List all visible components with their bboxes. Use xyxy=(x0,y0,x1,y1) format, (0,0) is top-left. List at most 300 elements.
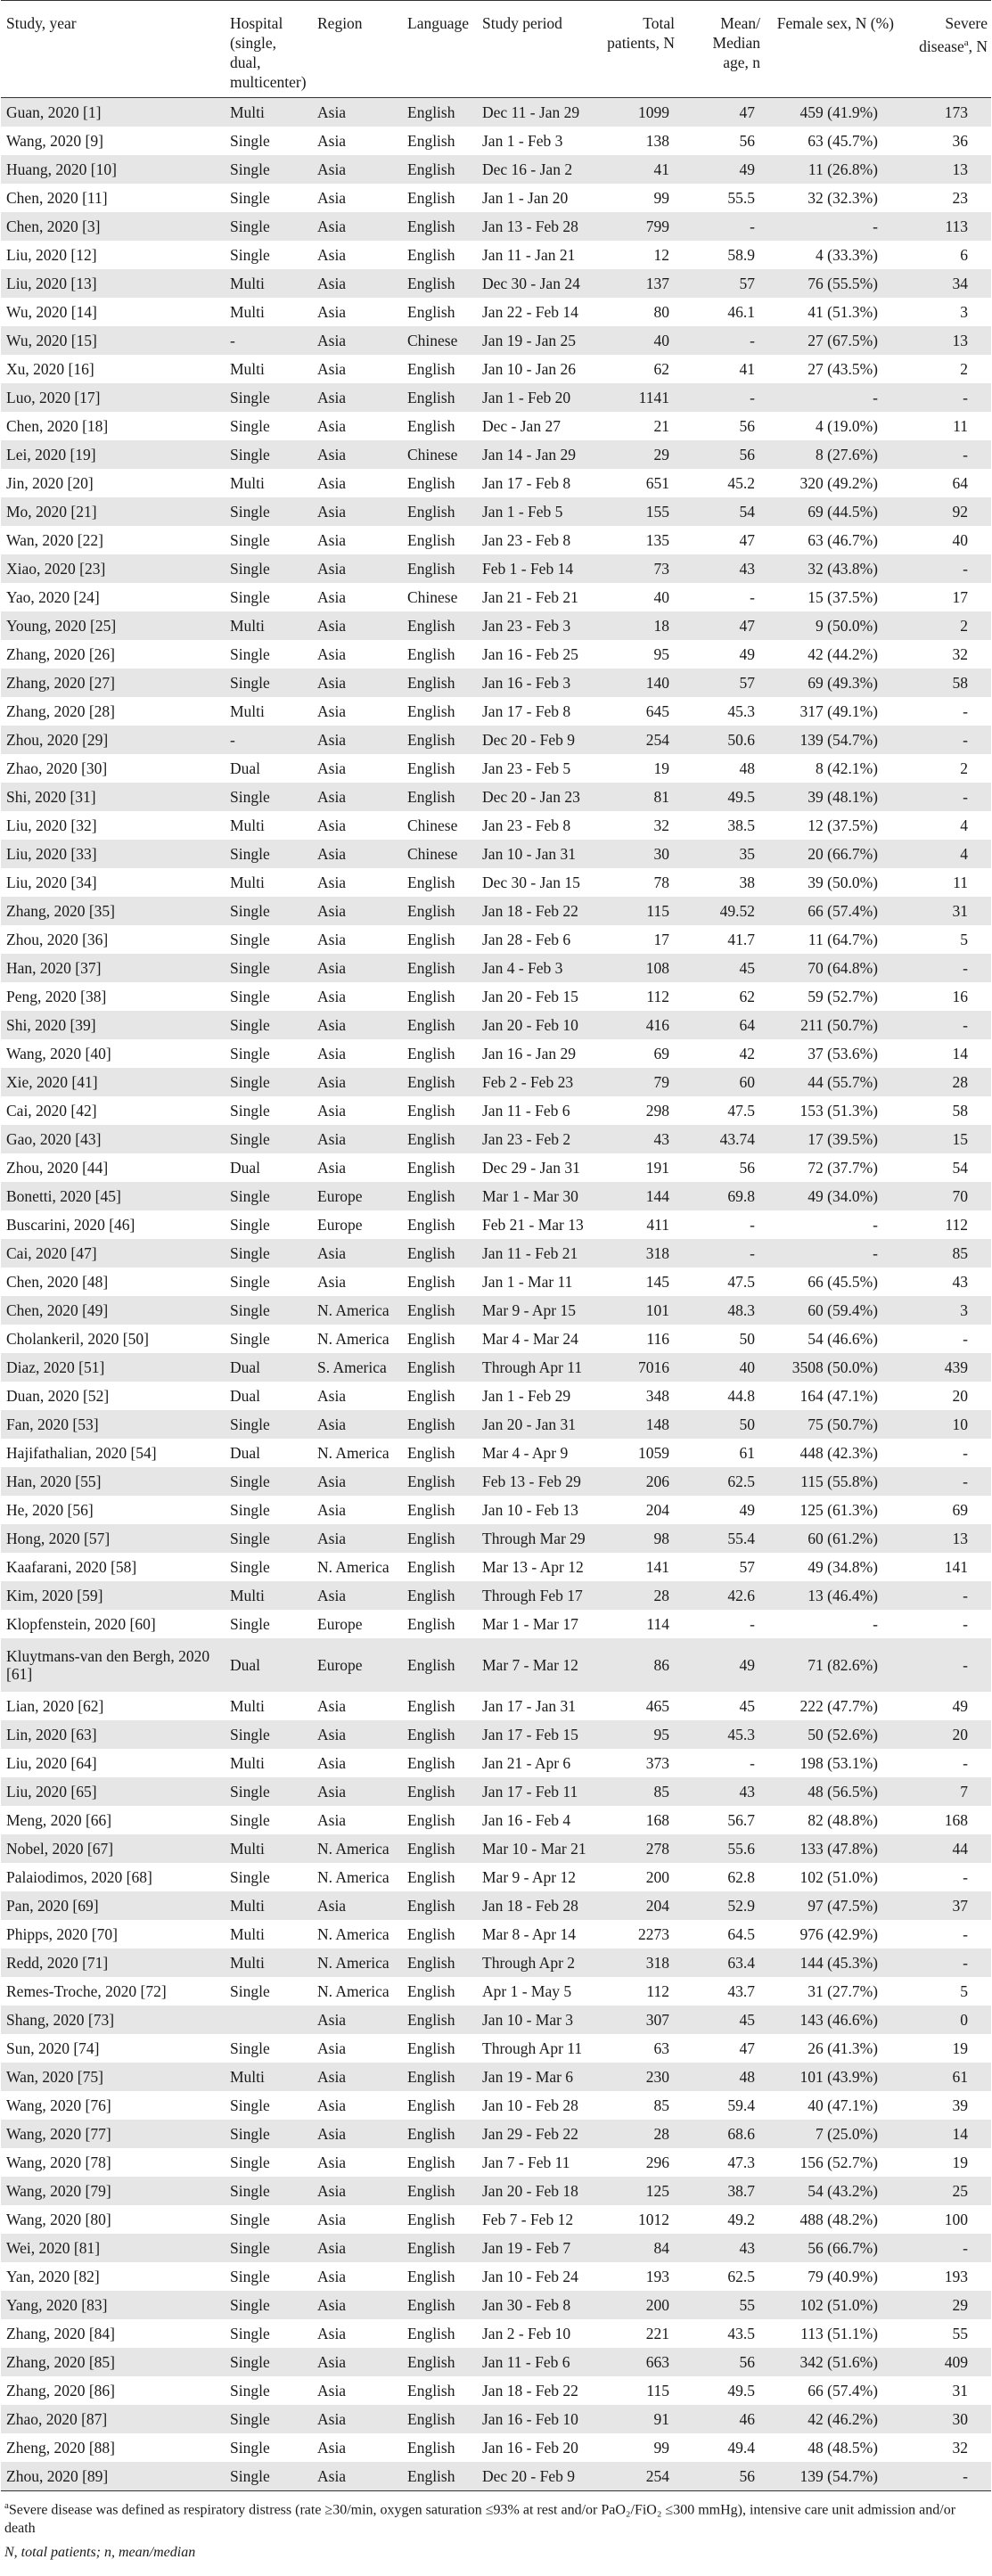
cell-period: Through Apr 2 xyxy=(477,1948,593,1977)
table-row xyxy=(1,2120,991,2148)
cell-severe: - xyxy=(898,1638,991,1692)
cell-total: 98 xyxy=(593,1524,678,1553)
table-row xyxy=(1,1948,991,1977)
cell-region: Asia xyxy=(312,2177,402,2205)
cell-severe: - xyxy=(898,954,991,982)
cell-hospital: Multi xyxy=(230,474,265,492)
cell-region: Asia xyxy=(317,645,347,663)
cell-study: Cai, 2020 [42] xyxy=(6,1102,97,1120)
cell-period: Dec 29 - Jan 31 xyxy=(482,1159,580,1177)
cell-severe: 36 xyxy=(952,132,968,150)
cell-study: Lin, 2020 [63] xyxy=(1,1720,225,1749)
cell-language: English xyxy=(407,1697,455,1715)
cell-study: Liu, 2020 [13] xyxy=(1,269,225,298)
cell-study: Wang, 2020 [80] xyxy=(6,2211,111,2228)
cell-female: 50 (52.6%) xyxy=(764,1720,898,1749)
cell-region: Asia xyxy=(312,440,402,469)
cell-total: 307 xyxy=(593,2006,678,2034)
cell-study: Chen, 2020 [3] xyxy=(1,212,225,241)
cell-female: 17 (39.5%) xyxy=(764,1125,898,1153)
cell-study: Zhao, 2020 [30] xyxy=(6,759,108,777)
cell-mean-median: 46 xyxy=(678,2405,764,2433)
table-row xyxy=(1,1977,991,2006)
cell-total: 7016 xyxy=(593,1353,678,1382)
cell-total: 78 xyxy=(653,874,669,891)
cell-language: English xyxy=(402,1410,477,1439)
cell-study: Buscarini, 2020 [46] xyxy=(6,1216,135,1234)
cell-total: 318 xyxy=(593,1239,678,1267)
cell-female: 48 (48.5%) xyxy=(808,2439,878,2457)
cell-mean-median: 56 xyxy=(678,440,764,469)
cell-total: 91 xyxy=(593,2405,678,2433)
cell-study: Zhang, 2020 [26] xyxy=(6,645,115,663)
table-row xyxy=(1,212,991,241)
cell-severe: 14 xyxy=(898,2120,991,2148)
cell-total: 155 xyxy=(593,497,678,526)
cell-total: 125 xyxy=(593,2177,678,2205)
cell-hospital: Single xyxy=(230,531,270,549)
table-row xyxy=(1,583,991,611)
cell-study: Bonetti, 2020 [45] xyxy=(1,1182,225,1210)
cell-period: Mar 8 - Apr 14 xyxy=(482,1925,576,1943)
cell-hospital: Single xyxy=(225,383,312,412)
cell-region: N. America xyxy=(312,1296,402,1325)
cell-severe: 11 xyxy=(953,417,968,435)
cell-female: 156 (52.7%) xyxy=(799,2154,878,2171)
cell-hospital: Dual xyxy=(230,1159,261,1177)
cell-severe: 34 xyxy=(898,269,991,298)
cell-severe: 64 xyxy=(952,474,968,492)
cell-female: 49 (34.0%) xyxy=(764,1182,898,1210)
cell-mean-median: 56 xyxy=(739,132,755,150)
cell-severe: 5 xyxy=(960,931,968,948)
cell-study: Chen, 2020 [49] xyxy=(1,1296,225,1325)
cell-region: N. America xyxy=(317,1982,389,2000)
cell-language: English xyxy=(402,155,477,184)
cell-female: 54 (46.6%) xyxy=(808,1330,878,1348)
cell-language: English xyxy=(402,1834,477,1863)
table-row xyxy=(1,1692,991,1720)
cell-severe: 85 xyxy=(898,1239,991,1267)
cell-total: 69 xyxy=(653,1045,669,1062)
cell-region: Asia xyxy=(317,759,347,777)
cell-total: 318 xyxy=(593,1948,678,1977)
cell-total: 40 xyxy=(593,326,678,355)
cell-severe: 19 xyxy=(952,2039,968,2057)
cell-female: 976 (42.9%) xyxy=(799,1925,878,1943)
cell-hospital: Dual xyxy=(230,1387,261,1405)
cell-hospital: Multi xyxy=(225,2063,312,2091)
cell-language: English xyxy=(407,988,455,1005)
cell-total: 145 xyxy=(645,1273,669,1291)
cell-mean-median: 44.8 xyxy=(727,1387,755,1405)
cell-severe: 49 xyxy=(952,1697,968,1715)
cell-study: Hong, 2020 [57] xyxy=(1,1524,225,1553)
table-footnote xyxy=(1,2490,991,2562)
cell-region: S. America xyxy=(312,1353,402,1382)
cell-hospital: Single xyxy=(230,246,270,264)
table-row xyxy=(1,1239,991,1267)
cell-severe: 100 xyxy=(944,2211,968,2228)
cell-language: English xyxy=(402,2234,477,2262)
cell-hospital: Single xyxy=(230,1330,270,1348)
cell-mean-median: 47 xyxy=(678,98,764,127)
cell-study: Wang, 2020 [78] xyxy=(6,2154,111,2171)
cell-study: Lian, 2020 [62] xyxy=(6,1697,104,1715)
cell-language: English xyxy=(402,497,477,526)
cell-total: 645 xyxy=(645,702,669,720)
cell-study: Lei, 2020 [19] xyxy=(1,440,225,469)
cell-period: Jan 16 - Feb 10 xyxy=(477,2405,593,2433)
cell-hospital: Multi xyxy=(225,269,312,298)
cell-hospital: Single xyxy=(225,1068,312,1096)
cell-mean-median: 62.8 xyxy=(727,1868,755,1886)
cell-study: Liu, 2020 [64] xyxy=(6,1754,97,1772)
cell-severe: 58 xyxy=(898,669,991,697)
cell-female: 8 (42.1%) xyxy=(816,759,878,777)
cell-language: English xyxy=(407,1982,455,2000)
table-row xyxy=(1,2291,991,2319)
cell-language: English xyxy=(407,189,455,207)
cell-mean-median: - xyxy=(750,1615,755,1633)
cell-language: English xyxy=(402,1182,477,1210)
table-row xyxy=(1,469,991,497)
cell-mean-median: 62 xyxy=(739,988,755,1005)
cell-total: 19 xyxy=(653,759,669,777)
cell-region: Asia xyxy=(317,2211,347,2228)
cell-language: English xyxy=(407,759,455,777)
cell-region: Asia xyxy=(317,702,347,720)
cell-female: 139 (54.7%) xyxy=(764,726,898,754)
cell-language: English xyxy=(402,2063,477,2091)
cell-severe: 28 xyxy=(898,1068,991,1096)
cell-female: 139 (54.7%) xyxy=(764,2462,898,2490)
cell-total: 108 xyxy=(593,954,678,982)
cell-language: English xyxy=(402,2348,477,2376)
cell-study: Mo, 2020 [21] xyxy=(1,497,225,526)
cell-total: 30 xyxy=(593,840,678,868)
cell-severe: - xyxy=(898,1467,991,1496)
cell-total: 296 xyxy=(645,2154,669,2171)
header-study: Study, year xyxy=(1,1,225,98)
header-mean-median: Mean/ Median age, n xyxy=(678,1,764,98)
cell-study: Huang, 2020 [10] xyxy=(1,155,225,184)
cell-region: Asia xyxy=(317,1273,347,1291)
cell-period: Through Apr 11 xyxy=(482,2039,583,2057)
cell-study: Zhang, 2020 [27] xyxy=(1,669,225,697)
table-row xyxy=(1,1467,991,1496)
cell-total: 80 xyxy=(653,303,669,321)
header-severe xyxy=(898,1,991,98)
cell-female: 15 (37.5%) xyxy=(808,588,878,606)
cell-study: Wan, 2020 [22] xyxy=(6,531,103,549)
cell-language: English xyxy=(402,1239,477,1267)
cell-language: English xyxy=(407,303,455,321)
cell-mean-median: 58.9 xyxy=(727,246,755,264)
cell-mean-median: 43 xyxy=(678,2234,764,2262)
cell-hospital: Single xyxy=(225,155,312,184)
cell-female: 4 (33.3%) xyxy=(816,246,878,264)
cell-language: English xyxy=(407,1330,455,1348)
cell-period: Mar 9 - Apr 12 xyxy=(482,1868,576,1886)
cell-female: 70 (64.8%) xyxy=(764,954,898,982)
cell-region: Asia xyxy=(312,840,402,868)
cell-total: 193 xyxy=(645,2268,669,2285)
cell-total: 86 xyxy=(593,1638,678,1692)
cell-region: Asia xyxy=(312,1720,402,1749)
cell-hospital: Single xyxy=(230,1102,270,1120)
cell-female: 13 (46.4%) xyxy=(764,1581,898,1610)
cell-hospital: Single xyxy=(225,554,312,583)
cell-hospital: Single xyxy=(230,2382,270,2400)
cell-total: 278 xyxy=(593,1834,678,1863)
cell-region: Asia xyxy=(317,189,347,207)
cell-language: English xyxy=(407,1615,455,1633)
cell-region: Asia xyxy=(312,2006,402,2034)
cell-severe: 10 xyxy=(898,1410,991,1439)
cell-period: Mar 1 - Mar 17 xyxy=(482,1615,578,1633)
cell-period: Jan 10 - Mar 3 xyxy=(477,2006,593,2034)
cell-mean-median: 50 xyxy=(678,1410,764,1439)
cell-severe: 11 xyxy=(953,874,968,891)
table-row xyxy=(1,2234,991,2262)
cell-female: 66 (57.4%) xyxy=(808,2382,878,2400)
cell-period: Jan 16 - Jan 29 xyxy=(482,1045,576,1062)
cell-female: 79 (40.9%) xyxy=(808,2268,878,2285)
cell-language: English xyxy=(407,2268,455,2285)
cell-region: Asia xyxy=(312,1777,402,1806)
cell-severe: 30 xyxy=(898,2405,991,2433)
cell-severe: 32 xyxy=(952,645,968,663)
cell-mean-median: 56 xyxy=(739,1159,755,1177)
cell-language: English xyxy=(402,2291,477,2319)
cell-hospital: - xyxy=(225,326,312,355)
cell-severe: 14 xyxy=(952,1045,968,1062)
table-row xyxy=(1,925,991,954)
cell-total: 21 xyxy=(653,417,669,435)
cell-region: Asia xyxy=(317,1811,347,1829)
table-row xyxy=(1,2034,991,2063)
cell-total: 95 xyxy=(653,645,669,663)
cell-total: 85 xyxy=(653,2096,669,2114)
header-hospital: Hospital (single, dual, multicenter) xyxy=(225,1,312,98)
cell-female: 71 (82.6%) xyxy=(764,1638,898,1692)
table-row xyxy=(1,1581,991,1610)
cell-region: N. America xyxy=(312,1834,402,1863)
cell-hospital: Multi xyxy=(225,1581,312,1610)
cell-region: Asia xyxy=(312,1524,402,1553)
cell-language: English xyxy=(402,726,477,754)
cell-period: Apr 1 - May 5 xyxy=(482,1982,572,2000)
cell-total: 135 xyxy=(645,531,669,549)
cell-language: English xyxy=(402,783,477,811)
cell-language: English xyxy=(407,246,455,264)
table-row xyxy=(1,2148,991,2177)
cell-period: Jan 20 - Jan 31 xyxy=(477,1410,593,1439)
cell-severe: 44 xyxy=(898,1834,991,1863)
cell-period: Jan 11 - Feb 6 xyxy=(482,1102,570,1120)
cell-female: 42 (46.2%) xyxy=(764,2405,898,2433)
cell-language: English xyxy=(402,611,477,640)
cell-mean-median: 50.6 xyxy=(678,726,764,754)
cell-hospital: Dual xyxy=(225,1353,312,1382)
table-row xyxy=(1,982,991,1011)
cell-period: Mar 7 - Mar 12 xyxy=(477,1638,593,1692)
table-row xyxy=(1,554,991,583)
cell-mean-median: 56 xyxy=(678,2348,764,2376)
cell-region: Asia xyxy=(312,1068,402,1096)
table-row xyxy=(1,868,991,897)
cell-female: 133 (47.8%) xyxy=(764,1834,898,1863)
table-row xyxy=(1,1496,991,1524)
cell-total: 112 xyxy=(646,988,669,1005)
cell-region: Asia xyxy=(317,931,347,948)
cell-severe: 173 xyxy=(898,98,991,127)
cell-hospital: Single xyxy=(230,2039,270,2057)
cell-total: 2273 xyxy=(638,1925,669,1943)
cell-hospital: Multi xyxy=(230,1754,265,1772)
cell-mean-median: 43 xyxy=(678,554,764,583)
cell-period: Dec 16 - Jan 2 xyxy=(477,155,593,184)
cell-language: English xyxy=(407,1045,455,1062)
table-row xyxy=(1,2205,991,2234)
cell-region: Asia xyxy=(317,988,347,1005)
cell-severe: - xyxy=(963,1330,968,1348)
table-row xyxy=(1,640,991,669)
cell-total: 32 xyxy=(653,816,669,834)
cell-study: Wu, 2020 [14] xyxy=(6,303,97,321)
cell-study: Kim, 2020 [59] xyxy=(1,1581,225,1610)
cell-region: Asia xyxy=(312,326,402,355)
cell-region: Asia xyxy=(312,1891,402,1920)
cell-female: 60 (59.4%) xyxy=(764,1296,898,1325)
cell-mean-median: 35 xyxy=(678,840,764,868)
cell-severe: 2 xyxy=(960,759,968,777)
cell-region: Asia xyxy=(317,360,347,378)
table-row xyxy=(1,269,991,298)
cell-total: 138 xyxy=(645,132,669,150)
cell-severe: - xyxy=(963,1444,968,1462)
cell-mean-median: 49.4 xyxy=(727,2439,755,2457)
cell-total: 116 xyxy=(646,1330,669,1348)
cell-hospital: Multi xyxy=(230,360,265,378)
cell-hospital: Single xyxy=(230,1273,270,1291)
cell-region: Asia xyxy=(317,2325,347,2342)
cell-female: 54 (43.2%) xyxy=(764,2177,898,2205)
cell-period: Jan 7 - Feb 11 xyxy=(482,2154,570,2171)
cell-female: 198 (53.1%) xyxy=(799,1754,878,1772)
cell-hospital: Single xyxy=(230,417,270,435)
cell-region: Asia xyxy=(312,98,402,127)
cell-period: Mar 10 - Mar 21 xyxy=(477,1834,593,1863)
cell-severe: - xyxy=(898,1011,991,1039)
cell-female: 20 (66.7%) xyxy=(764,840,898,868)
cell-total: 411 xyxy=(646,1216,669,1234)
cell-region: Asia xyxy=(312,1011,402,1039)
cell-female: 7 (25.0%) xyxy=(764,2120,898,2148)
cell-study: Phipps, 2020 [70] xyxy=(6,1925,118,1943)
cell-severe: - xyxy=(898,554,991,583)
cell-severe: 193 xyxy=(944,2268,968,2285)
cell-total: 1012 xyxy=(638,2211,669,2228)
cell-severe: 0 xyxy=(898,2006,991,2034)
cell-mean-median: 49.52 xyxy=(678,897,764,925)
cell-period: Through Apr 11 xyxy=(477,1353,593,1382)
cell-language: Chinese xyxy=(402,440,477,469)
cell-language: English xyxy=(402,1467,477,1496)
cell-period: Jan 10 - Feb 24 xyxy=(482,2268,578,2285)
cell-language: English xyxy=(402,954,477,982)
cell-severe: 61 xyxy=(898,2063,991,2091)
header-severe-label: Severe disease xyxy=(919,14,988,55)
cell-total: 101 xyxy=(593,1296,678,1325)
cell-region: Asia xyxy=(312,2462,402,2490)
cell-hospital: Single xyxy=(225,1125,312,1153)
cell-language: English xyxy=(402,2405,477,2433)
cell-study: Xu, 2020 [16] xyxy=(6,360,94,378)
cell-severe: 20 xyxy=(898,1720,991,1749)
cell-mean-median: 55.6 xyxy=(678,1834,764,1863)
cell-mean-median: 59.4 xyxy=(727,2096,755,2114)
cell-severe: - xyxy=(898,1581,991,1610)
cell-female: 69 (44.5%) xyxy=(764,497,898,526)
table-row xyxy=(1,669,991,697)
cell-language: Chinese xyxy=(402,326,477,355)
cell-total: 114 xyxy=(646,1615,669,1633)
cell-severe: - xyxy=(963,1868,968,1886)
cell-hospital: Single xyxy=(225,1467,312,1496)
header-severe-sup: a xyxy=(963,37,969,48)
cell-period: Jan 16 - Feb 3 xyxy=(477,669,593,697)
cell-language: English xyxy=(402,98,477,127)
cell-period: Jan 20 - Feb 10 xyxy=(477,1011,593,1039)
cell-region: Asia xyxy=(317,2382,347,2400)
table-row xyxy=(1,2262,991,2291)
table-row xyxy=(1,1267,991,1296)
cell-period: Jan 1 - Feb 3 xyxy=(482,132,563,150)
cell-severe: 168 xyxy=(944,1811,968,1829)
cell-severe: 31 xyxy=(952,2382,968,2400)
cell-period: Dec 11 - Jan 29 xyxy=(477,98,593,127)
cell-female: 9 (50.0%) xyxy=(764,611,898,640)
cell-study: Guan, 2020 [1] xyxy=(1,98,225,127)
cell-language: English xyxy=(407,1558,455,1576)
cell-hospital: Single xyxy=(230,931,270,948)
cell-hospital: Single xyxy=(230,2211,270,2228)
cell-female: 31 (27.7%) xyxy=(808,1982,878,2000)
cell-period: Jan 18 - Feb 28 xyxy=(477,1891,593,1920)
table-row xyxy=(1,1325,991,1353)
header-severe-suffix: , N xyxy=(968,37,988,55)
cell-region: N. America xyxy=(317,1925,389,1943)
cell-total: 112 xyxy=(646,1982,669,2000)
cell-severe: 15 xyxy=(898,1125,991,1153)
cell-period: Jan 20 - Feb 15 xyxy=(482,988,578,1005)
cell-severe: 13 xyxy=(898,155,991,184)
cell-hospital: Multi xyxy=(230,874,265,891)
cell-female: 143 (46.6%) xyxy=(764,2006,898,2034)
cell-mean-median: 63.4 xyxy=(678,1948,764,1977)
cell-severe: - xyxy=(963,1615,968,1633)
cell-female: 72 (37.7%) xyxy=(808,1159,878,1177)
cell-period: Jan 18 - Feb 22 xyxy=(482,2382,578,2400)
table-row xyxy=(1,155,991,184)
cell-hospital: Single xyxy=(230,645,270,663)
cell-study: Young, 2020 [25] xyxy=(1,611,225,640)
cell-period: Mar 9 - Apr 15 xyxy=(477,1296,593,1325)
cell-region: Asia xyxy=(317,2154,347,2171)
cell-severe: 4 xyxy=(898,840,991,868)
